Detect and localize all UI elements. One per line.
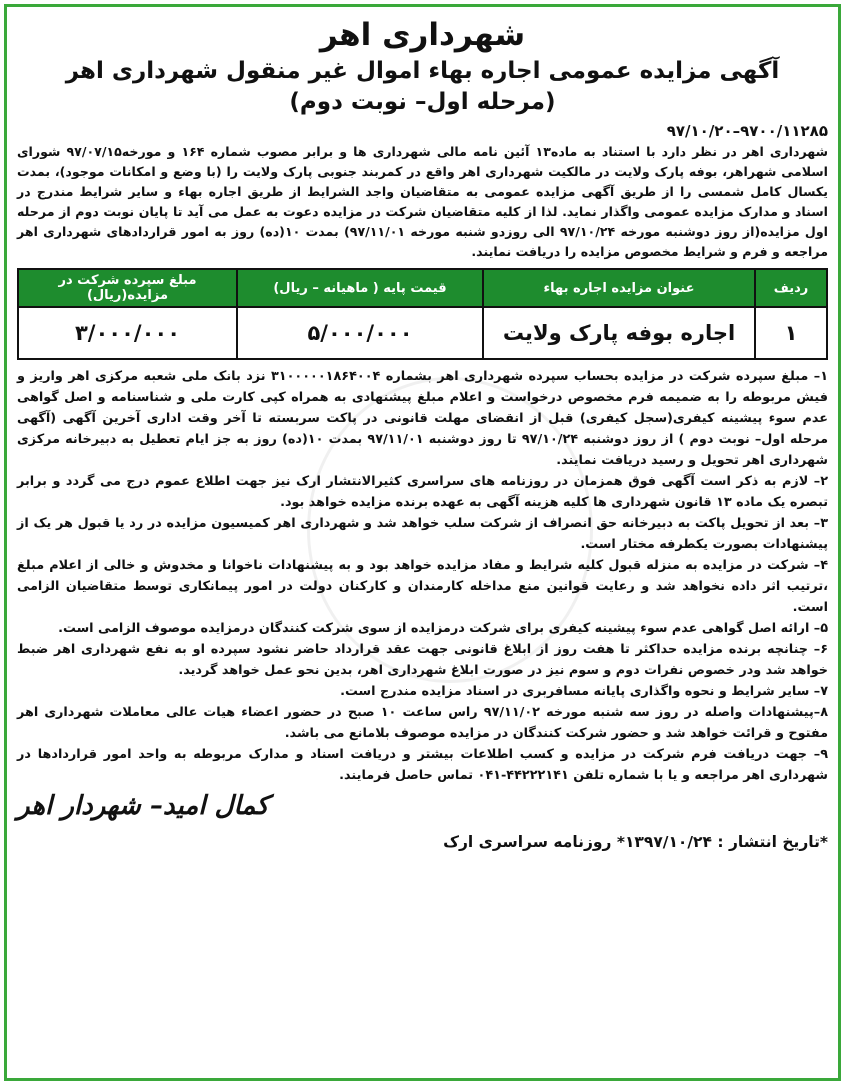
notice-frame bbox=[4, 4, 841, 1081]
intro-paragraph: شهرداری اهر در نظر دارد با استناد به ماده۱۳ آئین نامه مالی شهرداری ها و برابر مصوب شماره ۱۶۴ و مورخه۹۷/۰۷/۱۵ شورای اسلامی شهراهر، بوفه پارک ولایت در مالکیت شهرداری اهر واقع در کمربند جنوبی پارک ولایت را (با وضع و امکانات موجود)، بمدت یکسال کامل شمسی را از طریق آگهی مزایده عمومی به متقاضیان واجد الشرایط از طریق اجاره بهاء و سایر شرایط مندرج در اسناد و مدارک مزایده عمومی واگذار نماید. لذا از کلیه متقاضیان شرکت در مزایده دعوت به عمل می آید تا پایان نوبت دوم از مرحله اول مزایده(از روز دوشنبه مورخه ۹۷/۱۰/۲۴ الی روزدو شنبه مورخه ۹۷/۱۱/۰۱) بمدت ۱۰(ده) روز به امور قراردادهای شهرداری اهر مراجعه و فرم و شرایط مخصوص مزایده را دریافت نمایند. bbox=[17, 144, 828, 259]
condition-item-8: ۸–پیشنهادات واصله در روز سه شنبه مورخه ۹۷/۱۱/۰۲ راس ساعت ۱۰ صبح در حضور اعضاء هیات عالی معاملات شهرداری اهر مفتوح و قرائت خواهد شد و حضور شرکت کنندگان در مزایده موصوف بلامانع می باشد. bbox=[17, 705, 828, 741]
org-title: شهرداری اهر bbox=[319, 17, 526, 53]
notice-title: آگهی مزایده عمومی اجاره بهاء اموال غیر منقول شهرداری اهر bbox=[65, 58, 780, 84]
table-row bbox=[18, 307, 827, 359]
stage-label: (مرحله اول– نوبت دوم) bbox=[289, 89, 556, 115]
condition-item-2: ۲– لازم به ذکر است آگهی فوق همزمان در روزنامه های سراسری کثیرالانتشار ارک نیز جهت اطلاع عموم درج می گردد و برابر تبصره یک ماده ۱۳ قانون شهرداری ها کلیه هزینه آگهی به عهده برنده مزایده خواهد بود. bbox=[17, 474, 828, 510]
cell-title: اجاره بوفه پارک ولایت bbox=[483, 307, 755, 359]
notice-content bbox=[17, 15, 828, 1070]
cell-deposit: ۳/۰۰۰/۰۰۰ bbox=[18, 307, 237, 359]
condition-item-5: ۵– ارائه اصل گواهی عدم سوء پیشینه کیفری برای شرکت درمزایده از سوی شرکت کنندگان درمزایده موصوف الزامی است. bbox=[58, 621, 828, 636]
condition-item-4: ۴– شرکت در مزایده به منزله قبول کلیه شرایط و مفاد مزایده خواهد بود و به پیشنهادات ناخوانا و مخدوش و خالی از اعلام مبلغ ،ترتیب اثر داده نخواهد شد و رعایت قوانین منع مداخله کارمندان و کارکنان دولت در امور پیمانکاری توسط متقاضیان الزامی است. bbox=[17, 558, 828, 615]
header-deposit: مبلغ سپرده شرکت در مزایده(ریال) bbox=[18, 269, 237, 307]
reference-number: ۹۷۰۰/۱۱۲۸۵–۹۷/۱۰/۲۰ bbox=[666, 122, 828, 140]
cell-base-price: ۵/۰۰۰/۰۰۰ bbox=[237, 307, 483, 359]
condition-item-3: ۳– بعد از تحویل پاکت به دبیرخانه حق انصراف از شرکت سلب خواهد شد و شهرداری اهر کمیسیون مزایده در رد یا قبول هر یک از پیشنهادات بصورت یکطرفه مختار است. bbox=[17, 516, 828, 552]
auction-table bbox=[17, 268, 828, 360]
cell-row-number: ۱ bbox=[755, 307, 827, 359]
header-title: عنوان مزایده اجاره بهاء bbox=[483, 269, 755, 307]
signature: کمال امید– شهردار اهر bbox=[17, 791, 269, 821]
condition-item-9: ۹– جهت دریافت فرم شرکت در مزایده و کسب اطلاعات بیشتر و دریافت اسناد و مدارک مربوطه به واحد امور قراردادها در شهرداری اهر مراجعه و یا با شماره تلفن ۴۴۲۲۲۱۴۱-۰۴۱ تماس حاصل فرمایند. bbox=[17, 747, 828, 783]
header-base-price: قیمت پایه ( ماهیانه – ریال) bbox=[237, 269, 483, 307]
header-row-number: ردیف bbox=[755, 269, 827, 307]
table-header-row bbox=[18, 269, 827, 307]
condition-item-1: ۱– مبلغ سپرده شرکت در مزایده بحساب سپرده شهرداری اهر بشماره ۳۱۰۰۰۰۰۱۸۶۴۰۰۴ نزد بانک ملی شعبه مرکزی اهر واریز و فیش مربوطه را به ضمیمه فرم مخصوص درخواست و اعلام مبلغ پیشنهادی به همراه کپی کارت ملی و شناسنامه و اصل گواهی عدم سوء پیشینه کیفری(سجل کیفری) قبل از انقضای مهلت قانونی در پاکت سربسته تا آخر وقت اداری آخرین آگهی (آگهی مرحله اول– نوبت دوم ) از روز دوشنبه ۹۷/۱۰/۲۴ تا روز دوشنبه ۹۷/۱۱/۰۱ بمدت ۱۰(ده) روز به جز ایام تعطیل به دبیرخانه مرکزی شهرداری اهر تحویل و رسید دریافت نمایند. bbox=[17, 369, 829, 468]
condition-item-6: ۶– چنانچه برنده مزایده حداکثر تا هفت روز از ابلاغ قانونی جهت عقد قرارداد حاضر نشود سپرده او به نفع شهرداری اهر ضبط خواهد شد ودر خصوص نفرات دوم و سوم نیز در صورت ابلاغ شهرداری اهر، بدین نحو عمل خواهد گردید. bbox=[17, 642, 828, 678]
condition-item-7: ۷– سایر شرایط و نحوه واگذاری پایانه مسافربری در اسناد مزایده مندرج است. bbox=[340, 684, 828, 699]
publication-line: *تاریخ انتشار : ۱۳۹۷/۱۰/۲۴* روزنامه سراسری ارک bbox=[443, 833, 828, 851]
